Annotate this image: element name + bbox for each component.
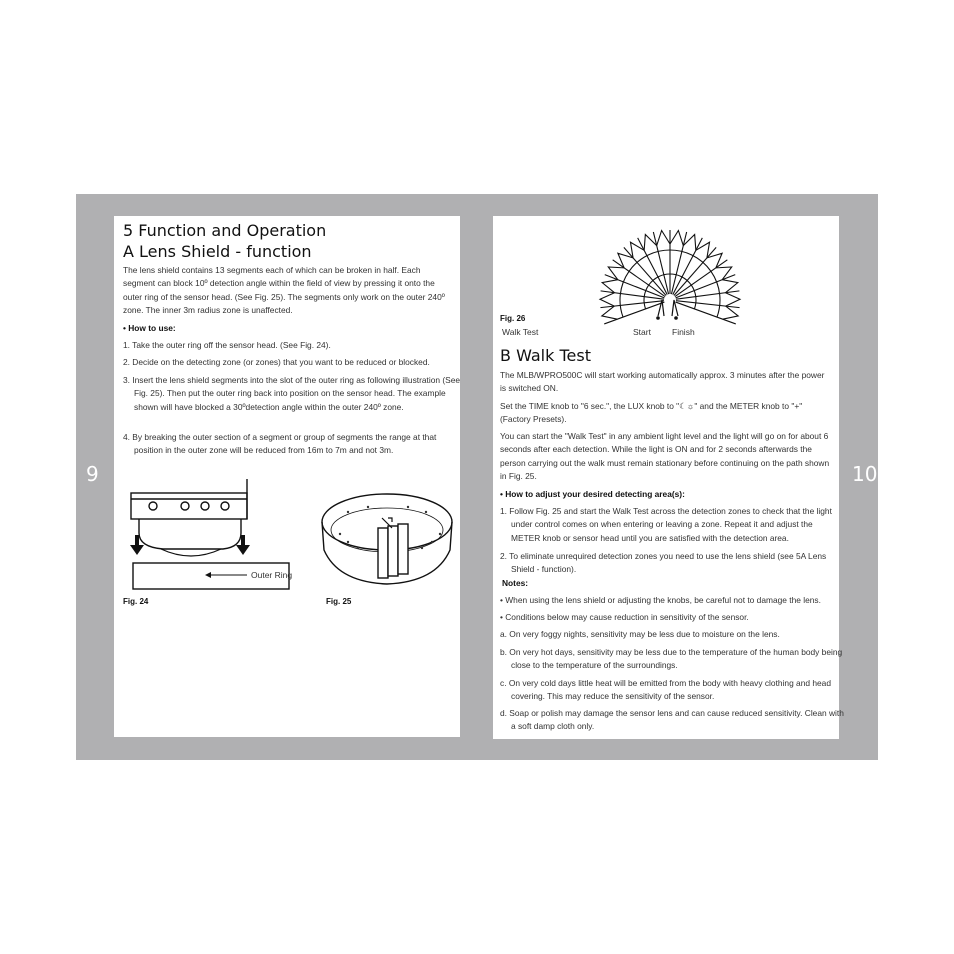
adjust-heading: • How to adjust your desired detecting area(s): [500,489,685,499]
note-d: d. Soap or polish may damage the sensor lens and can cause reduced sensitivity. Clean with a soft damp cloth only. [500,708,844,732]
walk-test-para-1: The MLB/WPRO500C will start working automatically approx. 3 minutes after the power is switched ON. [500,370,825,394]
fig26-detection-zone-diagram [596,218,744,330]
fig24-caption: Fig. 24 [123,597,149,606]
adjust-step-2: 2. To eliminate unrequired detection zones you need to use the lens shield (see 5A Lens Shield - function). [500,551,827,575]
walk-test-title: B Walk Test [500,346,591,365]
step-3: 3. Insert the lens shield segments into the slot of the outer ring as following illustration (See Fig. 25). Then put the outer ring back into position on the sensor head. The example shown will have blocked a 30ºdetection angle within the outer 240º zone. [123,375,461,412]
lens-shield-intro: The lens shield contains 13 segments each of which can be broken in half. Each segment can block 10º detection angle within the field of view by pressing it onto the outer ring of the sensor head. (See Fig. 25). The segments only work on the outer 240º zone. The inner 3m radius zone is unaffected. [123,265,445,315]
adjust-step-1: 1. Follow Fig. 25 and start the Walk Test across the detection zones to check that the light under control comes on when entering or leaving a zone. Repeat it and adjust the METER knob or sensor head until you are satisfied with the detection area. [500,506,832,543]
walk-test-para-2: Set the TIME knob to "6 sec.", the LUX knob to "☾☼" and the METER knob to "+" (Factory Presets). [500,401,803,425]
fig25-outer-ring-illustration [318,472,456,590]
subsection-title-lens-shield: A Lens Shield - function [123,242,312,261]
section-title: 5 Function and Operation [123,221,327,240]
step-2: 2. Decide on the detecting zone (or zones) that you want to be reduced or blocked. [123,357,430,367]
page-number-right: 10 [852,462,878,486]
how-to-use-heading: • How to use: [123,323,176,333]
walk-test-label: Walk Test [502,327,539,337]
step-4: 4. By breaking the outer section of a segment or group of segments the range at that position in the outer zone will be reduced from 16m to 7m and not 3m. [123,432,437,456]
outer-ring-label: Outer Ring [251,570,293,580]
note-bullet-1: • When using the lens shield or adjusting the knobs, be careful not to damage the lens. [500,595,821,605]
start-label: Start [633,327,651,337]
step-1: 1. Take the outer ring off the sensor head. (See Fig. 24). [123,340,331,350]
page-number-left: 9 [86,462,99,486]
note-b: b. On very hot days, sensitivity may be less due to the temperature of the human body being close to the temperature of the surroundings. [500,647,843,671]
notes-heading: Notes: [502,578,529,588]
note-bullet-2: • Conditions below may cause reduction in sensitivity of the sensor. [500,612,749,622]
finish-label: Finish [672,327,695,337]
note-a: a. On very foggy nights, sensitivity may be less due to moisture on the lens. [500,629,780,639]
fig26-caption: Fig. 26 [500,314,526,323]
note-c: c. On very cold days little heat will be emitted from the body with heavy clothing and head covering. This may reduce the sensitivity of the sensor. [500,678,831,702]
walk-test-para-3: You can start the "Walk Test" in any ambient light level and the light will go on for about 6 seconds after each detection. While the light is ON and for 2 seconds afterwards the person carrying out the walk must remain stationary before continuing on the path shown in Fig. 25. [500,431,830,481]
fig25-caption: Fig. 25 [326,597,352,606]
